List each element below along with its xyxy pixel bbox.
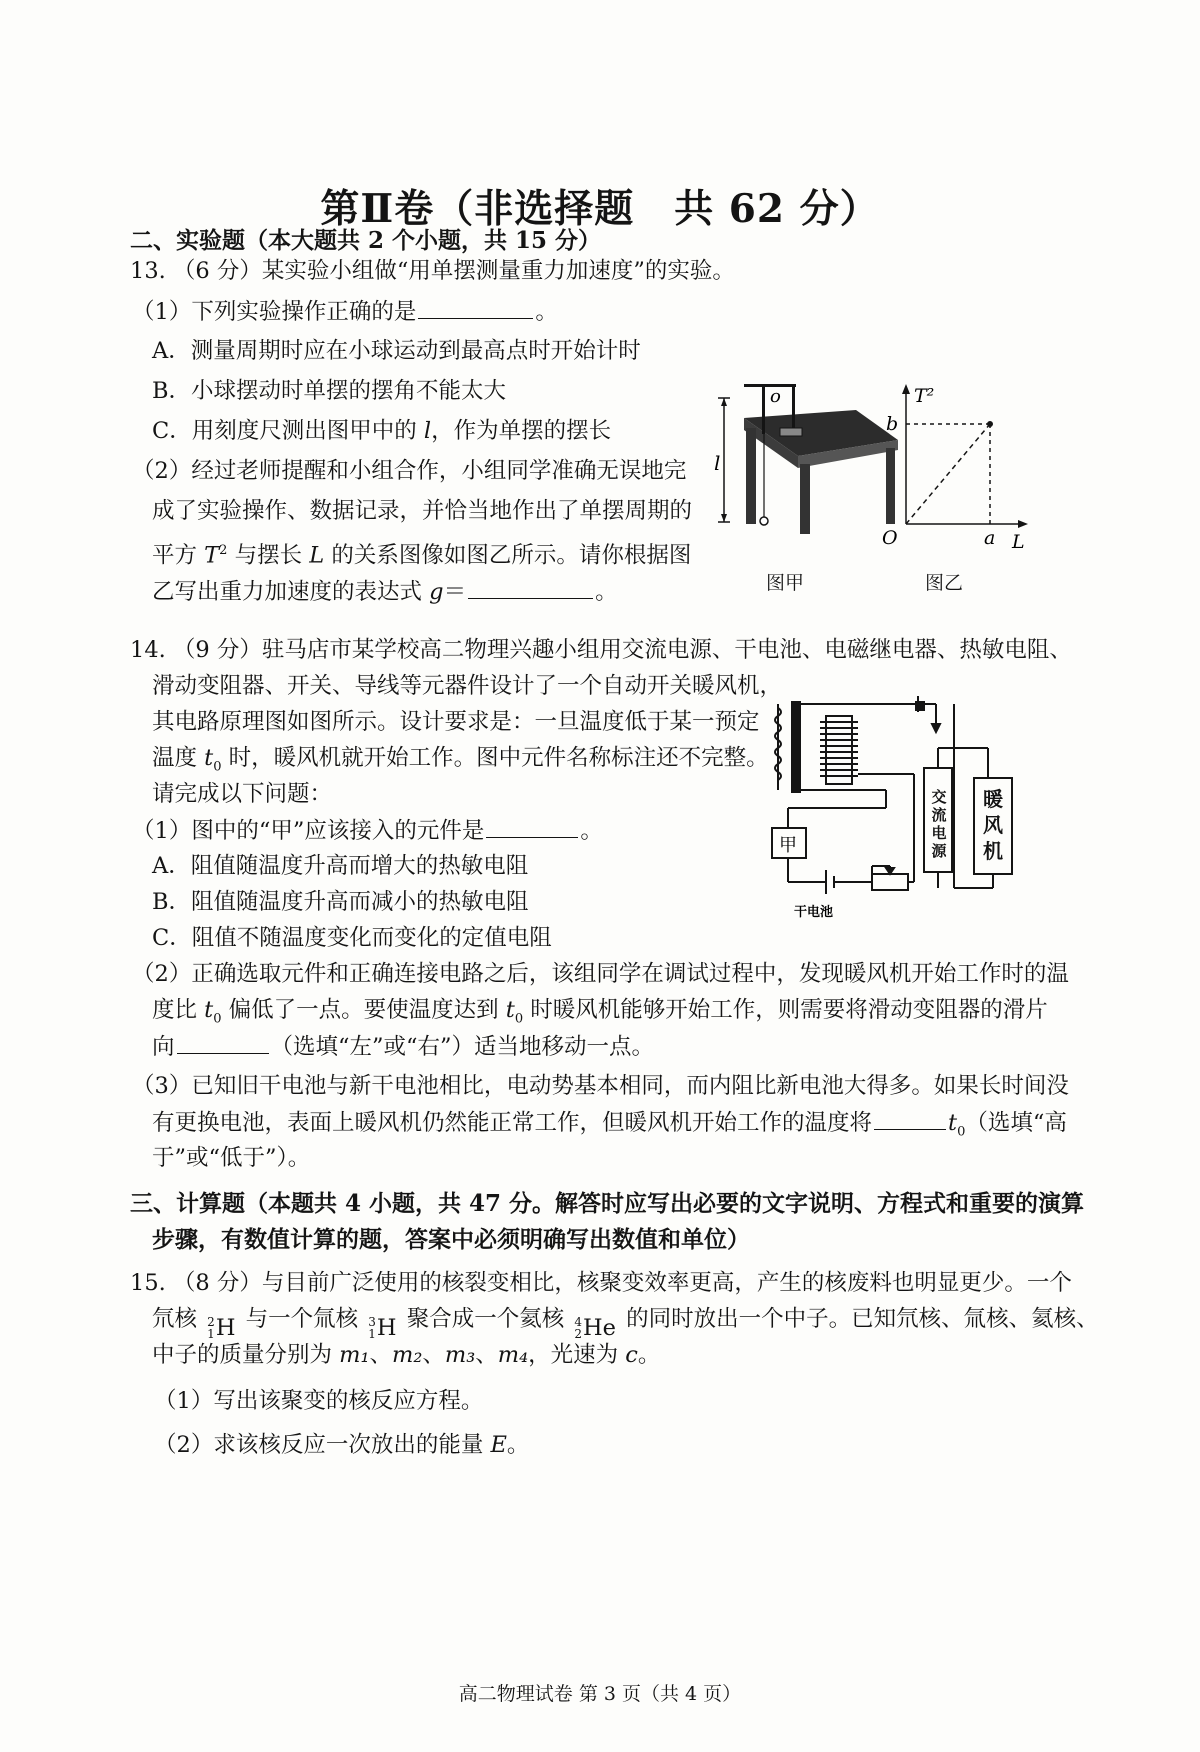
battery-label: 干电池 — [794, 905, 834, 920]
q14-line1: 14. （9 分）驻马店市某学校高二物理兴趣小组用交流电源、干电池、电磁继电器、热敏电阻、 — [130, 637, 1072, 663]
heater-label: 暖风机 — [983, 787, 1003, 863]
q14-part3-line2: 有更换电池，表面上暖风机仍然能正常工作，但暖风机开始工作的温度将 $t_0$（选填“高 — [152, 1107, 1067, 1148]
q14-line4: 温度 $t_0$ 时，暖风机就开始工作。图中元件名称标注还不完整。 — [152, 745, 769, 775]
q13-part2-line2: 成了实验操作、数据记录，并恰当地作出了单摆周期的 — [152, 498, 693, 524]
length-label: l — [714, 451, 721, 475]
pivot-label: o — [770, 386, 781, 407]
q13-option-a: A．测量周期时应在小球运动到最高点时开始计时 — [152, 338, 641, 364]
b-label: b — [886, 413, 899, 435]
section-2-heading: 二、实验题（本大题共 2 个小题，共 15 分） — [130, 227, 602, 254]
tritium-symbol: 3 1 H — [368, 1315, 397, 1341]
origin-label: O — [882, 527, 898, 549]
q13-option-b: B．小球摆动时单摆的摆角不能太大 — [152, 378, 507, 404]
q14-option-a: A．阻值随温度升高而增大的热敏电阻 — [152, 853, 529, 879]
figure-yi-graph — [876, 378, 1036, 558]
q14-part2-line3: 向 （选填“左”或“右”）适当地移动一点。 — [152, 1031, 654, 1062]
q13-part1: （1）下列实验操作正确的是 。 — [132, 296, 558, 327]
answer-blank[interactable] — [177, 1031, 269, 1054]
section-3-heading-line1: 三、计算题（本题共 4 小题，共 47 分。解答时应写出必要的文字说明、方程式和重要的演算 — [130, 1190, 1085, 1217]
answer-blank[interactable] — [468, 576, 593, 599]
x-axis-label: L — [1012, 531, 1025, 553]
q14-part1: （1）图中的“甲”应该接入的元件是 。 — [132, 815, 603, 846]
a-label: a — [984, 527, 996, 549]
jia-component-label: 甲 — [779, 835, 797, 856]
q14-option-b: B．阻值随温度升高而减小的热敏电阻 — [152, 889, 529, 915]
answer-blank[interactable] — [486, 815, 578, 838]
q14-line3: 其电路原理图如图所示。设计要求是：一旦温度低于某一预定 — [152, 709, 760, 735]
deuterium-symbol: 2 1 H — [207, 1315, 236, 1341]
q14-part2-line1: （2）正确选取元件和正确连接电路之后，该组同学在调试过程中，发现暖风机开始工作时的温 — [132, 961, 1069, 987]
q14-line2: 滑动变阻器、开关、导线等元器件设计了一个自动开关暖风机， — [152, 673, 783, 699]
figure-yi-caption: 图乙 — [925, 572, 964, 594]
y-axis-label: T² — [914, 385, 935, 407]
q14-part3-line1: （3）已知旧干电池与新干电池相比，电动势基本相同，而内阻比新电池大得多。如果长时间没 — [132, 1073, 1069, 1099]
q15-line3: 中子的质量分别为 m₁、m₂、m₃、m₄，光速为 c。 — [152, 1342, 661, 1368]
helium-symbol: 4 2 He — [574, 1315, 616, 1341]
q13-option-c: C．用刻度尺测出图甲中的 l，作为单摆的摆长 — [152, 418, 612, 444]
q13-part2-line3: 平方 $T^2$ 与摆长 L 的关系图像如图乙所示。请你根据图 — [152, 542, 692, 569]
q13-part2-line4: 乙写出重力加速度的表达式 g＝ 。 — [152, 576, 618, 607]
q14-part3-line3: 于”或“低于”）。 — [152, 1145, 311, 1171]
page-title: 第Ⅱ卷（非选择题 共 62 分） — [320, 186, 880, 232]
q13-intro: 13. （6 分）某实验小组做“用单摆测量重力加速度”的实验。 — [130, 258, 735, 284]
figure-jia-caption: 图甲 — [766, 572, 805, 594]
page-footer: 高二物理试卷 第 3 页（共 4 页） — [458, 1683, 742, 1705]
answer-blank[interactable] — [418, 296, 533, 319]
answer-blank[interactable] — [874, 1107, 946, 1130]
q14-part2-line2: 度比 $t_0$ 偏低了一点。要使温度达到 $t_0$ 时暖风机能够开始工作，则需要将滑动变阻器的滑片 — [152, 997, 1048, 1027]
ac-source-label: 交流电源 — [931, 788, 947, 860]
q15-part2: （2）求该核反应一次放出的能量 E。 — [154, 1432, 530, 1458]
q13-part2-line1: （2）经过老师提醒和小组合作，小组同学准确无误地完 — [132, 458, 687, 484]
q15-line2: 氘核 2 1 H 与一个氚核 3 1 H 聚合成一个氦核 4 2 He 的同时放出一个中子。已知氘核、氚核、氦核、 — [152, 1306, 1099, 1341]
q15-part1: （1）写出该聚变的核反应方程。 — [154, 1388, 484, 1414]
q14-line5: 请完成以下问题： — [152, 781, 333, 807]
q15-line1: 15. （8 分）与目前广泛使用的核裂变相比，核聚变效率更高，产生的核废料也明显更少。一个 — [130, 1270, 1072, 1296]
section-3-heading-line2: 步骤，有数值计算的题，答案中必须明确写出数值和单位） — [152, 1226, 750, 1253]
q14-option-c: C．阻值不随温度变化而变化的定值电阻 — [152, 925, 552, 951]
